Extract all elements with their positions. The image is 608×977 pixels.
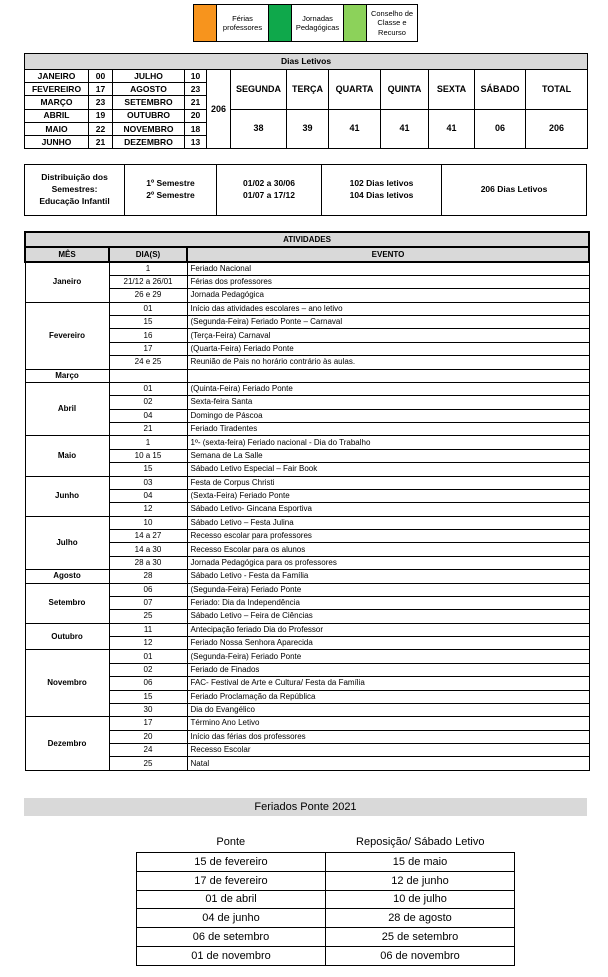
atividade-dia: 17 (109, 342, 187, 355)
month-name: FEVEREIRO (25, 83, 89, 96)
atividade-dia: 02 (109, 663, 187, 676)
atividade-evento: Sexta-feira Santa (187, 396, 589, 409)
atividade-mes: Julho (25, 516, 109, 570)
distribuicao-label (25, 165, 125, 215)
atividade-dia: 14 a 27 (109, 530, 187, 543)
atividade-mes: Outubro (25, 623, 109, 650)
atividade-mes: Maio (25, 436, 109, 476)
dias-row (25, 109, 588, 122)
atividade-row (25, 757, 589, 770)
distribuicao-semestres (24, 164, 587, 216)
atividade-row (25, 329, 589, 342)
atividade-evento: Início das atividades escolares – ano letivo (187, 302, 589, 315)
weekday-header: SEXTA (429, 70, 475, 110)
month-days: 17 (89, 83, 113, 96)
atividade-dia: 01 (109, 302, 187, 315)
distribuicao-semestres-col (125, 165, 217, 215)
atividade-evento: FAC- Festival de Arte e Cultura/ Festa da Família (187, 677, 589, 690)
atividade-evento: (Segunda-Feira) Feriado Ponte (187, 583, 589, 596)
atividade-mes: Dezembro (25, 717, 109, 771)
legend-swatch-conselho (344, 5, 367, 41)
col-header-dias: DIA(S) (109, 247, 187, 262)
month-days: 22 (89, 122, 113, 135)
distribuicao-label-line2: Semestres: (51, 184, 98, 195)
distribuicao-total: 206 Dias Letivos (480, 184, 548, 195)
distribuicao-datas-col (217, 165, 322, 215)
feriados-ponte-header (136, 836, 515, 851)
atividade-row (25, 342, 589, 355)
atividade-mes: Junho (25, 476, 109, 516)
feriado-reposicao-data: 12 de junho (326, 871, 515, 890)
legend-label-jornadas: Jornadas Pedagógicas (292, 5, 344, 41)
atividade-row (25, 677, 589, 690)
atividade-evento: (Sexta-Feira) Feriado Ponte (187, 489, 589, 502)
atividade-evento: Jornada Pedagógica (187, 289, 589, 302)
month-name: OUTUBRO (113, 109, 185, 122)
atividade-dia (109, 369, 187, 382)
atividade-evento: Feriado de Finados (187, 663, 589, 676)
atividade-row (25, 556, 589, 569)
atividade-dia: 28 (109, 570, 187, 583)
atividade-row (25, 423, 589, 436)
atividade-row (25, 583, 589, 596)
month-days: 21 (89, 135, 113, 148)
atividade-mes: Abril (25, 382, 109, 436)
atividade-evento: (Quinta-Feira) Feriado Ponte (187, 382, 589, 395)
legend-swatch-ferias (194, 5, 217, 41)
month-days: 21 (185, 96, 207, 109)
atividade-mes: Setembro (25, 583, 109, 623)
atividade-evento: Recesso Escolar (187, 744, 589, 757)
atividade-dia: 17 (109, 717, 187, 730)
month-name: MARÇO (25, 96, 89, 109)
weekday-header: SEGUNDA (231, 70, 287, 110)
atividade-row (25, 409, 589, 422)
atividade-dia: 03 (109, 476, 187, 489)
atividade-evento: Dia do Evangélico (187, 703, 589, 716)
semestre-1-dias: 102 Dias letivos (349, 178, 414, 189)
weekday-header: QUINTA (381, 70, 429, 110)
atividade-evento: Semana de La Salle (187, 449, 589, 462)
feriados-ponte-table (136, 852, 515, 966)
atividade-row (25, 516, 589, 529)
weekday-count: 206 (526, 109, 588, 149)
weekday-count: 41 (429, 109, 475, 149)
legend-swatch-jornadas (269, 5, 292, 41)
atividade-row (25, 730, 589, 743)
atividade-evento: 1º- (sexta-feira) Feriado nacional - Dia do Trabalho (187, 436, 589, 449)
atividade-dia: 01 (109, 650, 187, 663)
month-name: NOVEMBRO (113, 122, 185, 135)
semestre-2-datas: 01/07 a 17/12 (243, 190, 295, 200)
atividade-row (25, 690, 589, 703)
distribuicao-label-line3: Educação Infantil (39, 195, 110, 206)
col-header-reposicao: Reposição/ Sábado Letivo (356, 836, 485, 848)
atividade-evento: Feriado Nacional (187, 262, 589, 275)
atividade-row (25, 663, 589, 676)
atividade-row (25, 489, 589, 502)
atividade-evento: Sábado Letivo - Festa da Família (187, 570, 589, 583)
atividade-row (25, 610, 589, 623)
weekday-header: TOTAL (526, 70, 588, 110)
atividade-dia: 25 (109, 610, 187, 623)
atividade-evento: Festa de Corpus Christi (187, 476, 589, 489)
feriados-ponte-title: Feriados Ponte 2021 (24, 798, 587, 816)
atividade-row (25, 316, 589, 329)
weekday-header: TERÇA (287, 70, 329, 110)
atividade-row (25, 703, 589, 716)
month-days: 23 (185, 83, 207, 96)
atividade-mes: Novembro (25, 650, 109, 717)
atividade-row (25, 449, 589, 462)
atividade-dia: 10 a 15 (109, 449, 187, 462)
atividade-evento: (Segunda-Feira) Feriado Ponte (187, 650, 589, 663)
semestre-1-datas: 01/02 a 30/06 (243, 178, 295, 189)
atividade-dia: 1 (109, 262, 187, 275)
atividade-row (25, 596, 589, 609)
dias-letivos-table (24, 53, 588, 149)
dias-letivos-title: Dias Letivos (25, 54, 588, 70)
col-header-evento: EVENTO (187, 247, 589, 262)
feriado-ponte-data: 01 de novembro (137, 946, 326, 965)
feriado-ponte-data: 15 de fevereiro (137, 853, 326, 872)
atividade-evento (187, 369, 589, 382)
atividade-dia: 24 (109, 744, 187, 757)
atividade-evento: Término Ano Letivo (187, 717, 589, 730)
feriado-reposicao-data: 28 de agosto (326, 909, 515, 928)
atividade-evento: Sábado Letivo – Feira de Ciências (187, 610, 589, 623)
atividade-evento: Sábado Letivo- Gincana Esportiva (187, 503, 589, 516)
feriado-reposicao-data: 10 de julho (326, 890, 515, 909)
atividade-evento: Natal (187, 757, 589, 770)
month-days: 18 (185, 122, 207, 135)
atividade-dia: 14 a 30 (109, 543, 187, 556)
atividade-dia: 04 (109, 489, 187, 502)
atividades-title: ATIVIDADES (25, 232, 589, 247)
feriado-ponte-row (137, 871, 515, 890)
atividade-evento: (Segunda-Feira) Feriado Ponte – Carnaval (187, 316, 589, 329)
atividade-dia: 15 (109, 463, 187, 476)
atividade-dia: 12 (109, 637, 187, 650)
atividade-row (25, 530, 589, 543)
feriado-ponte-data: 04 de junho (137, 909, 326, 928)
atividade-evento: Feriado Tiradentes (187, 423, 589, 436)
atividade-evento: Feriado Nossa Senhora Aparecida (187, 637, 589, 650)
semestre-1: 1º Semestre (146, 178, 195, 189)
weekday-count: 38 (231, 109, 287, 149)
atividade-dia: 30 (109, 703, 187, 716)
atividade-row (25, 275, 589, 288)
atividade-evento: Início das férias dos professores (187, 730, 589, 743)
atividade-row (25, 382, 589, 395)
atividade-row (25, 623, 589, 636)
atividade-mes: Janeiro (25, 262, 109, 302)
atividade-evento: (Quarta-Feira) Feriado Ponte (187, 342, 589, 355)
dias-row (25, 70, 588, 83)
col-header-ponte: Ponte (216, 836, 246, 848)
atividade-evento: Sábado Letivo – Festa Julina (187, 516, 589, 529)
atividade-dia: 12 (109, 503, 187, 516)
atividade-row (25, 396, 589, 409)
atividade-dia: 11 (109, 623, 187, 636)
atividade-dia: 21/12 a 26/01 (109, 275, 187, 288)
atividade-row (25, 650, 589, 663)
month-name: SETEMBRO (113, 96, 185, 109)
feriado-ponte-row (137, 853, 515, 872)
atividade-dia: 07 (109, 596, 187, 609)
month-name: JUNHO (25, 135, 89, 148)
distribuicao-label-line1: Distribuição dos (41, 172, 108, 183)
atividade-mes: Fevereiro (25, 302, 109, 369)
month-days: 10 (185, 70, 207, 83)
atividade-dia: 01 (109, 382, 187, 395)
atividade-dia: 20 (109, 730, 187, 743)
feriado-reposicao-data: 25 de setembro (326, 928, 515, 947)
col-header-mes: MÊS (25, 247, 109, 262)
distribuicao-dias-col (322, 165, 442, 215)
atividade-dia: 06 (109, 677, 187, 690)
month-days: 00 (89, 70, 113, 83)
atividade-row (25, 744, 589, 757)
atividade-dia: 1 (109, 436, 187, 449)
atividade-mes: Agosto (25, 570, 109, 583)
atividade-evento: Feriado Proclamação da República (187, 690, 589, 703)
weekday-count: 39 (287, 109, 329, 149)
dias-total: 206 (207, 70, 231, 149)
atividade-evento: Recesso Escolar para os alunos (187, 543, 589, 556)
atividade-row (25, 369, 589, 382)
atividade-dia: 06 (109, 583, 187, 596)
atividade-dia: 02 (109, 396, 187, 409)
feriado-ponte-data: 17 de fevereiro (137, 871, 326, 890)
atividade-evento: Reunião de Pais no horário contrário às aulas. (187, 356, 589, 369)
atividade-row (25, 436, 589, 449)
atividade-evento: Antecipação feriado Dia do Professor (187, 623, 589, 636)
month-name: JULHO (113, 70, 185, 83)
atividade-dia: 04 (109, 409, 187, 422)
atividade-evento: Jornada Pedagógica para os professores (187, 556, 589, 569)
weekday-count: 41 (329, 109, 381, 149)
atividade-row (25, 570, 589, 583)
weekday-count: 41 (381, 109, 429, 149)
month-name: DEZEMBRO (113, 135, 185, 148)
weekday-header: SÁBADO (475, 70, 526, 110)
atividade-row (25, 289, 589, 302)
atividade-row (25, 356, 589, 369)
legend-label-conselho: Conselho de Classe e Recurso (370, 8, 414, 37)
feriado-ponte-data: 06 de setembro (137, 928, 326, 947)
atividade-row (25, 503, 589, 516)
atividade-row (25, 543, 589, 556)
atividade-row (25, 262, 589, 275)
atividade-evento: Sábado Letivo Especial – Fair Book (187, 463, 589, 476)
weekday-count: 06 (475, 109, 526, 149)
atividade-row (25, 717, 589, 730)
atividade-row (25, 463, 589, 476)
weekday-header: QUARTA (329, 70, 381, 110)
atividade-evento: Recesso escolar para professores (187, 530, 589, 543)
atividade-evento: Domingo de Páscoa (187, 409, 589, 422)
atividade-dia: 16 (109, 329, 187, 342)
atividade-dia: 25 (109, 757, 187, 770)
month-days: 20 (185, 109, 207, 122)
legend (193, 4, 418, 42)
feriado-ponte-row (137, 946, 515, 965)
atividade-evento: (Terça-Feira) Carnaval (187, 329, 589, 342)
month-name: AGOSTO (113, 83, 185, 96)
atividade-dia: 28 a 30 (109, 556, 187, 569)
atividade-dia: 26 e 29 (109, 289, 187, 302)
feriado-ponte-row (137, 890, 515, 909)
semestre-2-dias: 104 Dias letivos (349, 190, 414, 200)
atividade-dia: 15 (109, 690, 187, 703)
month-days: 23 (89, 96, 113, 109)
atividade-row (25, 476, 589, 489)
atividade-mes: Março (25, 369, 109, 382)
feriado-ponte-row (137, 928, 515, 947)
month-name: ABRIL (25, 109, 89, 122)
feriado-ponte-data: 01 de abril (137, 890, 326, 909)
feriado-ponte-row (137, 909, 515, 928)
atividade-evento: Férias dos professores (187, 275, 589, 288)
legend-label-ferias: Férias professores (217, 5, 269, 41)
atividade-row (25, 637, 589, 650)
atividade-dia: 21 (109, 423, 187, 436)
month-days: 13 (185, 135, 207, 148)
atividades-table (24, 231, 590, 771)
atividade-dia: 24 e 25 (109, 356, 187, 369)
feriado-reposicao-data: 06 de novembro (326, 946, 515, 965)
atividade-row (25, 302, 589, 315)
atividade-dia: 10 (109, 516, 187, 529)
month-name: JANEIRO (25, 70, 89, 83)
semestre-2: 2º Semestre (146, 190, 195, 200)
atividade-dia: 15 (109, 316, 187, 329)
atividade-evento: Feriado: Dia da Independência (187, 596, 589, 609)
month-days: 19 (89, 109, 113, 122)
month-name: MAIO (25, 122, 89, 135)
feriado-reposicao-data: 15 de maio (326, 853, 515, 872)
